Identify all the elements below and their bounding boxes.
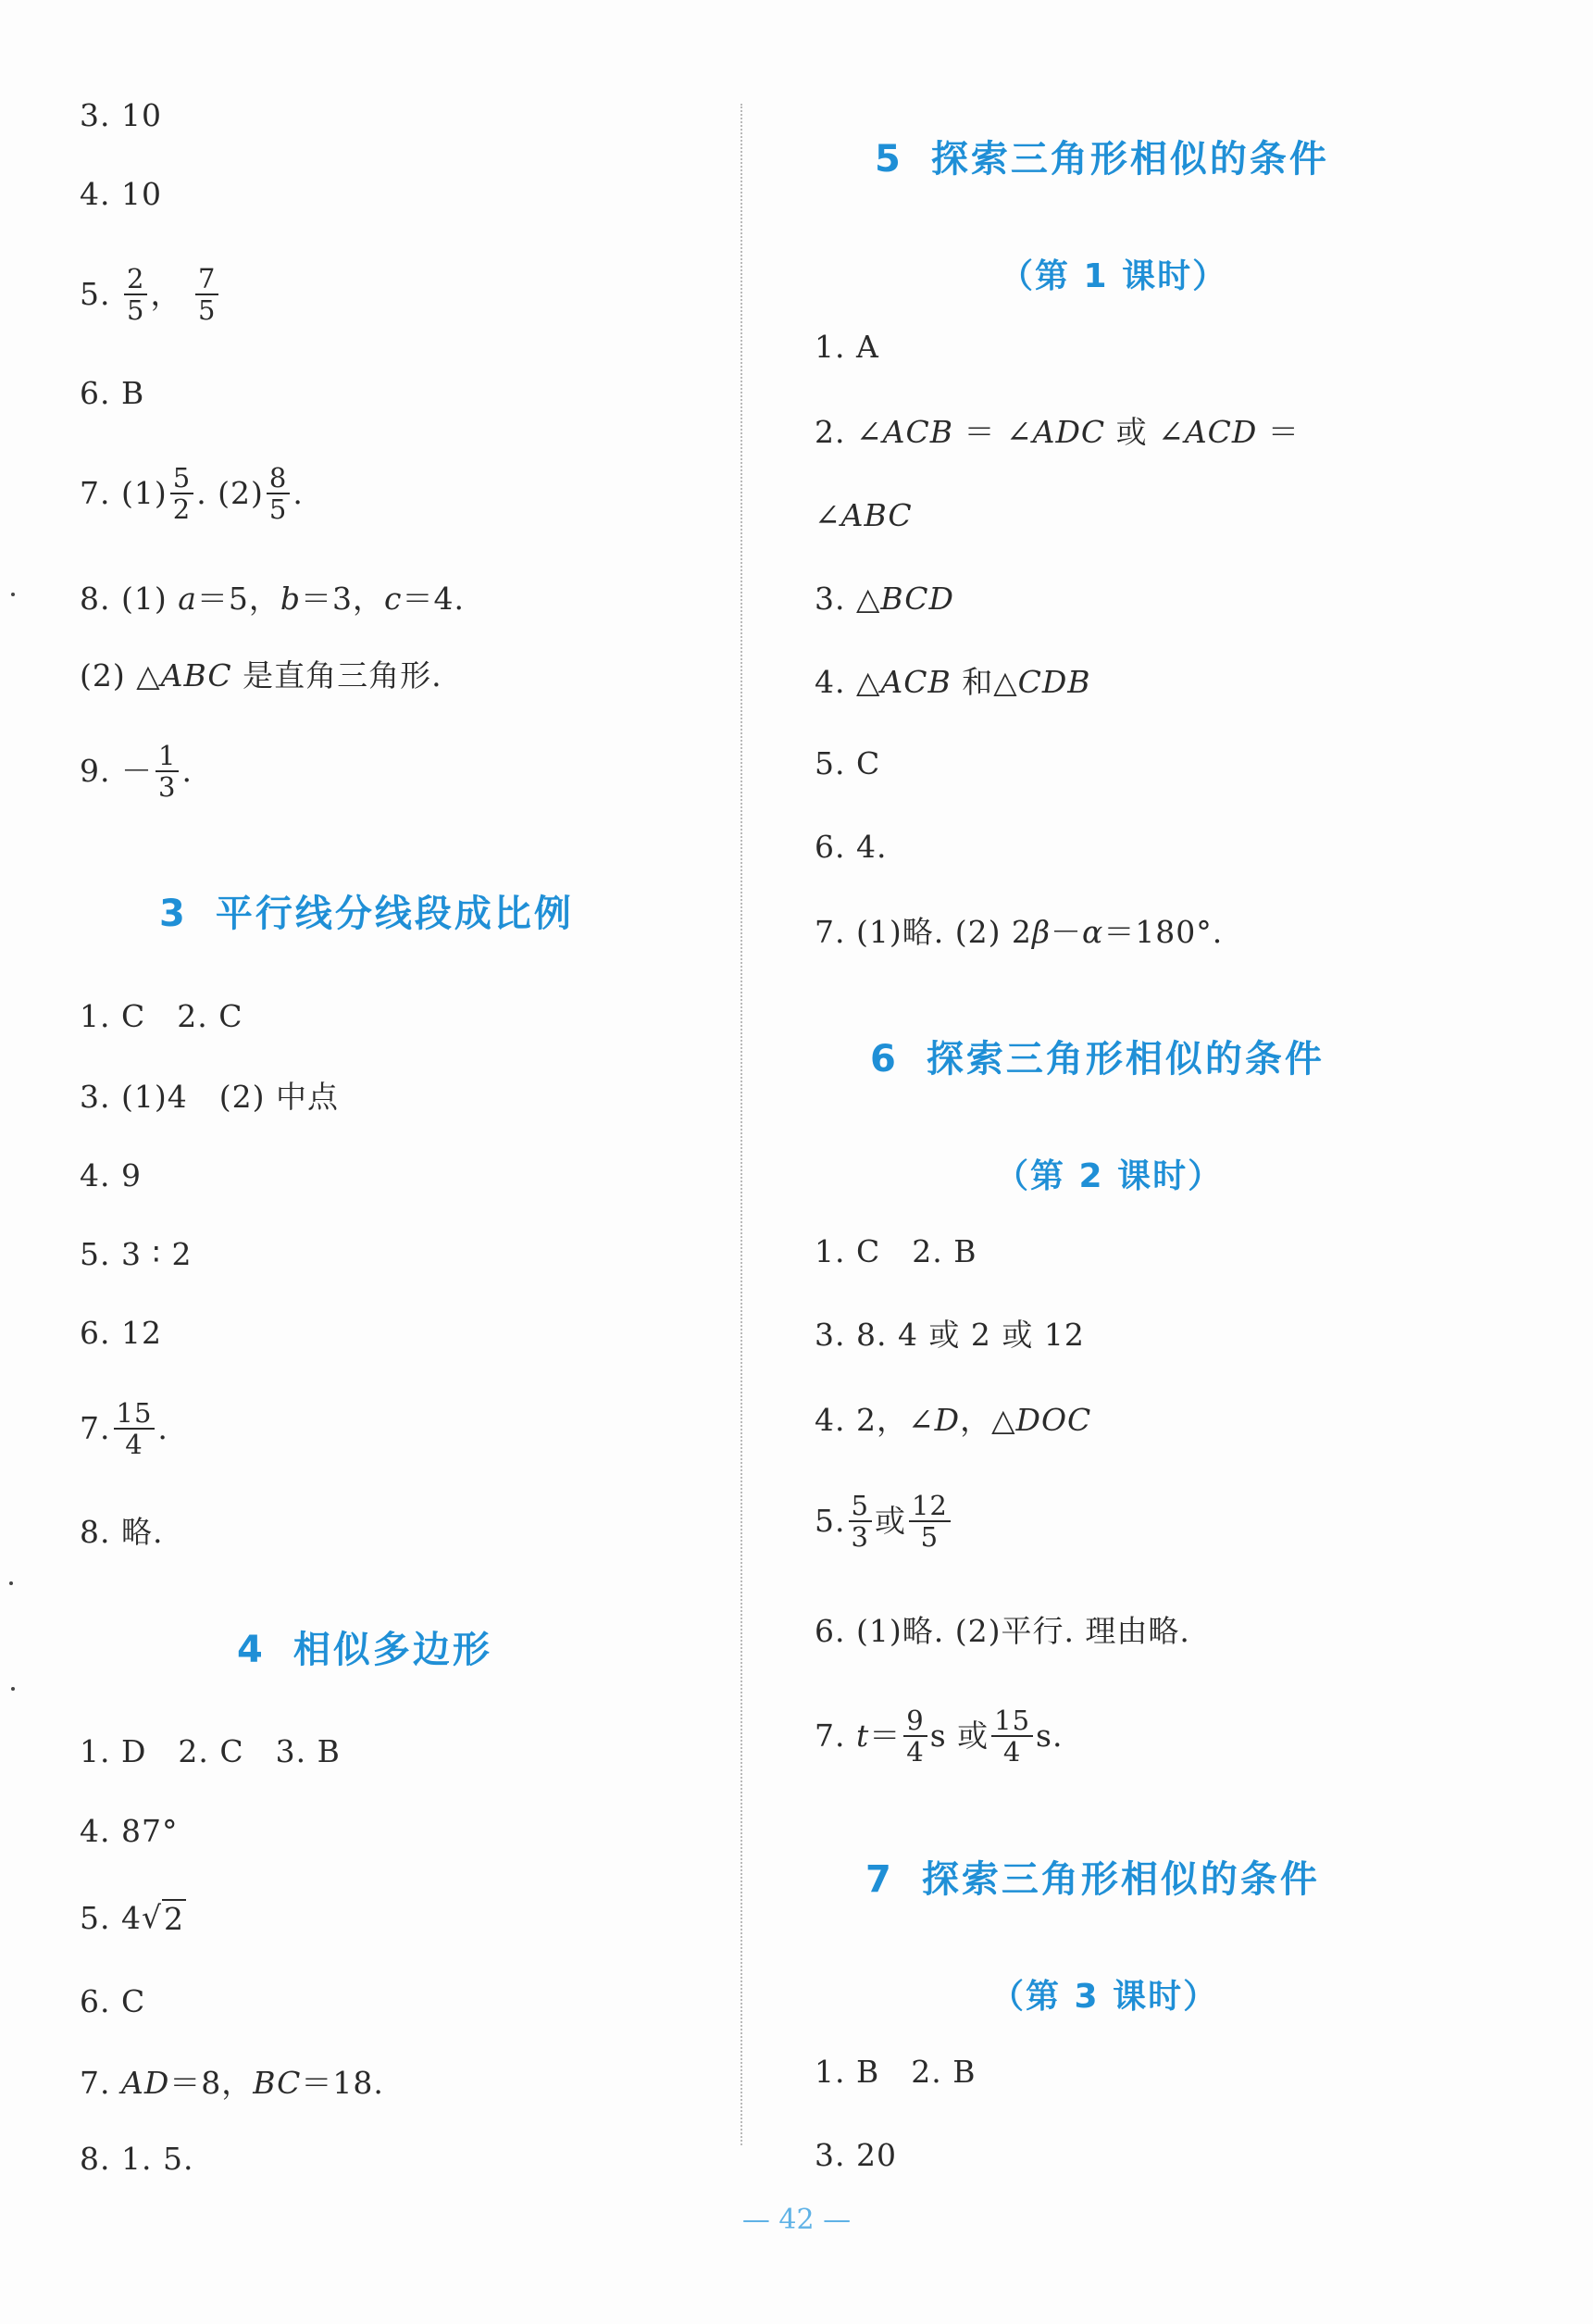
scan-speck — [11, 1687, 15, 1691]
scan-speck — [11, 593, 15, 596]
s4-answer-1-3: 1. D 2. C 3. B — [80, 1733, 341, 1769]
scan-speck — [9, 1581, 13, 1585]
fraction: $\frac{5}{2}$ — [170, 463, 193, 524]
s5-answer-4: 4. △ACB 和△CDB — [815, 664, 1091, 700]
column-divider — [740, 104, 742, 2145]
fraction: $\frac{15}{4}$ — [991, 1706, 1033, 1767]
fraction: $\frac{15}{4}$ — [114, 1398, 156, 1459]
fraction: $\frac{5}{3}$ — [849, 1491, 872, 1552]
section-7-subtitle: （第 3 课时） — [990, 1978, 1219, 2016]
s5-answer-7: 7. (1)略. (2) 2β－α＝180°. — [815, 914, 1224, 950]
answer-9: 9. － $\frac{1}{3}$ . — [80, 740, 193, 803]
s6-answer-1-2: 1. C 2. B — [815, 1233, 977, 1269]
s6-answer-6: 6. (1)略. (2)平行. 理由略. — [815, 1613, 1190, 1649]
s3-answer-1-2: 1. C 2. C — [80, 998, 243, 1034]
square-root: √2 — [141, 1899, 185, 1937]
s4-answer-7: 7. AD＝8，BC＝18. — [80, 2065, 384, 2101]
page-number: — 42 — — [741, 2204, 852, 2236]
s5-answer-2-cont: ∠ABC — [815, 497, 913, 533]
answer-7: 7. (1) $\frac{5}{2}$ . (2) $\frac{8}{5}$ . — [80, 462, 304, 525]
s5-answer-1: 1. A — [815, 329, 879, 365]
s3-answer-7: 7. $\frac{15}{4}$ . — [80, 1397, 168, 1460]
section-6-heading: 6 探索三角形相似的条件 — [870, 1038, 1325, 1081]
s3-answer-6: 6. 12 — [80, 1315, 162, 1351]
s7-answer-1-2: 1. B 2. B — [815, 2054, 977, 2090]
answer-3: 3. 10 — [80, 97, 162, 133]
answer-5: 5. $\frac{2}{5}$ ， $\frac{7}{5}$ — [80, 264, 221, 325]
section-4-heading: 4 相似多边形 — [237, 1629, 492, 1671]
s6-answer-7: 7. t＝ $\frac{9}{4}$ s 或 $\frac{15}{4}$ s. — [815, 1705, 1064, 1768]
s7-answer-3: 3. 20 — [815, 2137, 897, 2173]
fraction: $\frac{12}{5}$ — [909, 1491, 951, 1552]
answer-8-part2: (2) △ABC 是直角三角形. — [80, 657, 442, 693]
fraction: $\frac{1}{3}$ — [156, 741, 179, 802]
s5-answer-2: 2. ∠ACB ＝ ∠ADC 或 ∠ACD ＝ — [815, 414, 1300, 450]
s5-answer-6: 6. 4. — [815, 829, 888, 865]
fraction: $\frac{2}{5}$ — [124, 264, 147, 325]
s4-answer-5: 5. 4√2 — [80, 1899, 185, 1937]
section-7-heading: 7 探索三角形相似的条件 — [865, 1858, 1320, 1901]
fraction: $\frac{8}{5}$ — [267, 463, 290, 524]
s3-answer-5: 5. 3 ∶ 2 — [80, 1236, 193, 1272]
section-6-subtitle: （第 2 课时） — [995, 1157, 1224, 1195]
s3-answer-4: 4. 9 — [80, 1157, 142, 1193]
answer-4: 4. 10 — [80, 176, 162, 212]
answer-6: 6. B — [80, 375, 145, 411]
answer-8-part1: 8. (1) a＝5，b＝3，c＝4. — [80, 581, 466, 617]
section-5-heading: 5 探索三角形相似的条件 — [875, 138, 1329, 181]
s3-answer-8: 8. 略. — [80, 1514, 164, 1550]
s6-answer-3: 3. 8. 4 或 2 或 12 — [815, 1317, 1085, 1353]
s4-answer-4: 4. 87° — [80, 1813, 179, 1849]
s5-answer-3: 3. △BCD — [815, 581, 954, 617]
s6-answer-5: 5. $\frac{5}{3}$ 或 $\frac{12}{5}$ — [815, 1491, 953, 1552]
section-5-subtitle: （第 1 课时） — [1000, 257, 1228, 295]
s6-answer-4: 4. 2，∠D，△DOC — [815, 1402, 1092, 1438]
section-3-heading: 3 平行线分线段成比例 — [159, 893, 574, 935]
s4-answer-6: 6. C — [80, 1983, 146, 2019]
fraction: $\frac{9}{4}$ — [903, 1706, 927, 1767]
fraction: $\frac{7}{5}$ — [195, 264, 218, 325]
s3-answer-3: 3. (1)4 (2) 中点 — [80, 1079, 339, 1115]
s4-answer-8: 8. 1. 5. — [80, 2141, 194, 2177]
s5-answer-5: 5. C — [815, 745, 881, 781]
